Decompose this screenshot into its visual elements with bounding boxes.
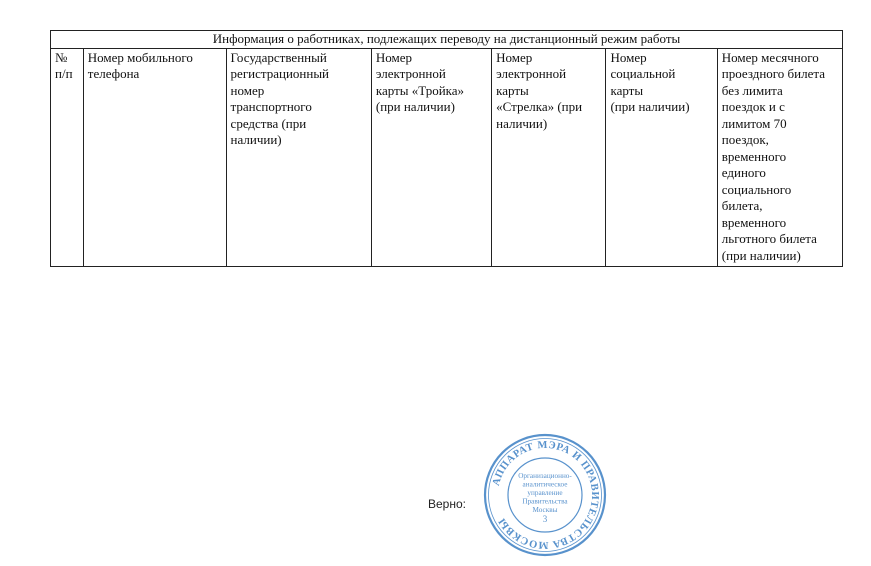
seal-ring-textpath: АППАРАТ МЭРА И ПРАВИТЕЛЬСТВА МОСКВЫ [490, 439, 601, 551]
seal-line-1: Организационно- [518, 472, 572, 480]
seal-line-4: Правительства [522, 497, 568, 506]
official-seal-stamp [481, 428, 609, 562]
seal-line-5: Москвы [532, 506, 558, 514]
col-header-monthly-ticket: Номер месячного проездного билета без лимита поездок и с лимитом 70 поездок, временного единого социального билета, временного льготного билета (при наличии) [717, 48, 842, 267]
col-header-social-card: Номер социальной карты (при наличии) [606, 48, 717, 267]
col-header-mobile-phone: Номер мобильного телефона [83, 48, 226, 267]
seal-line-3: управление [527, 489, 563, 497]
table-header-row [51, 48, 843, 267]
col-header-strelka-card: Номер электронной карты «Стрелка» (при наличии) [492, 48, 606, 267]
col-header-vehicle-registration: Государственный регистрационный номер транспортного средства (при наличии) [226, 48, 371, 267]
employee-info-table [50, 30, 843, 267]
seal-number: 3 [542, 514, 548, 524]
seal-line-2: аналитическое [522, 480, 568, 489]
verno-label: Верно: [428, 497, 466, 511]
col-header-number: № п/п [51, 48, 84, 267]
seal-center-text [518, 472, 572, 524]
table-title-row [51, 31, 843, 49]
table-title: Информация о работниках, подлежащих переводу на дистанционный режим работы [51, 31, 843, 49]
col-header-troika-card: Номер электронной карты «Тройка» (при наличии) [371, 48, 491, 267]
